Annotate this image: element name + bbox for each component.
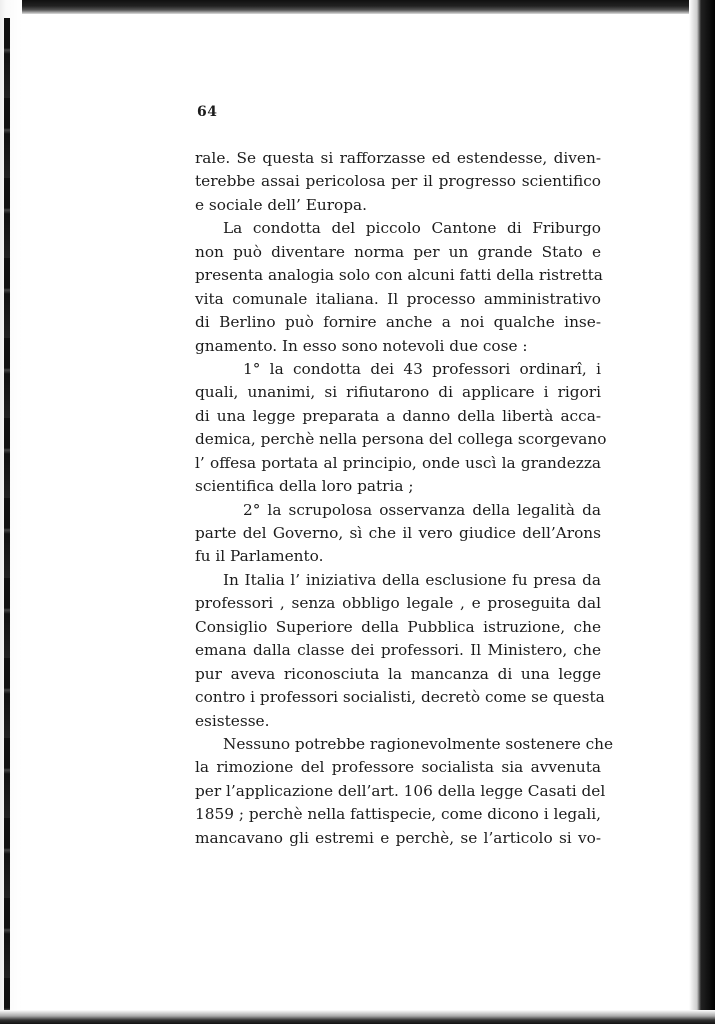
text-line: 1° la condotta dei 43 professori ordinarî, i [243,359,601,378]
book-spine-edge [4,18,10,1018]
page-number: 64 [197,104,218,120]
text-line: fu il Parlamento. [195,547,324,566]
text-line: di una legge preparata a danno della libertà acca- [195,406,601,425]
text-line: Nessuno potrebbe ragionevolmente sostenere che [223,734,614,753]
text-line: la rimozione del professore socialista sia avvenuta [195,758,601,777]
text-line: scientifica della loro patria ; [195,477,414,496]
text-line: non può diventare norma per un grande Stato e [195,242,601,261]
text-line: emana dalla classe dei professori. Il Ministero, che [195,641,601,660]
scan-right-edge [689,0,715,1024]
text-line: mancavano gli estremi e perchè, se l’articolo si vo- [195,828,601,847]
text-line: per l’applicazione dell’art. 106 della legge Casati del [195,781,606,800]
scan-bottom-edge [0,1010,715,1024]
text-line: pur aveva riconosciuta la mancanza di una legge [195,664,601,683]
text-line: e sociale dell’ Europa. [195,195,368,214]
text-line: demica, perchè nella persona del collega scorgevano [195,430,607,449]
text-line: In Italia l’ iniziativa della esclusione fu presa da [223,570,601,589]
text-line: 1859 ; perchè nella fattispecie, come dicono i legali, [195,805,601,824]
text-line: La condotta del piccolo Cantone di Friburgo [223,219,601,238]
text-line: vita comunale italiana. Il processo amministrativo [195,289,601,308]
scan-top-edge [0,0,715,14]
text-line: contro i professori socialisti, decretò come se questa [195,688,605,707]
text-line: presenta analogia solo con alcuni fatti della ristretta [195,266,603,285]
text-line: di Berlino può fornire anche a noi qualche inse- [195,313,601,332]
text-line: parte del Governo, sì che il vero giudice dell’Arons [195,524,601,542]
text-line: esistesse. [195,711,270,730]
text-line: professori , senza obbligo legale , e proseguita dal [195,594,601,613]
text-line: gnamento. In esso sono notevoli due cose : [195,336,528,355]
text-line: l’ offesa portata al principio, onde uscì la grandezza [195,453,601,472]
text-line: Consiglio Superiore della Pubblica istruzione, che [195,617,601,636]
text-line: 2° la scrupolosa osservanza della legalità da [243,500,601,519]
body-text [195,147,614,850]
text-line: rale. Se questa si rafforzasse ed estendesse, diven- [195,149,601,167]
text-line: quali, unanimi, si rifiutarono di applicare i rigori [195,383,601,402]
text-line: terebbe assai pericolosa per il progresso scientifico [195,172,601,191]
